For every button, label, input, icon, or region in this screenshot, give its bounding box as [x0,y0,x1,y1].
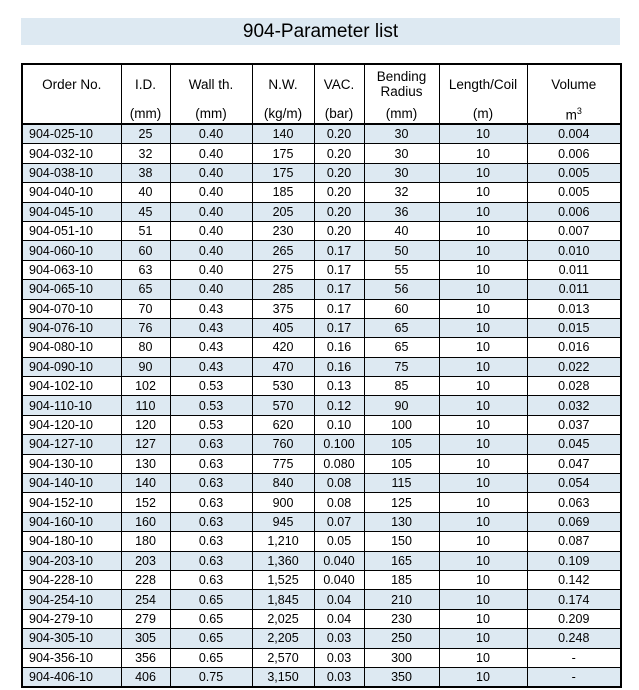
cell-bending-radius: 350 [364,667,439,687]
cell-length-coil: 10 [439,377,527,396]
cell-wall-thickness: 0.63 [170,532,252,551]
cell-volume: 0.045 [527,435,621,454]
cell-nw: 175 [252,163,314,182]
cell-bending-radius: 65 [364,318,439,337]
cell-vac: 0.20 [314,124,364,144]
cell-nw: 175 [252,144,314,163]
cell-bending-radius: 32 [364,183,439,202]
cell-volume: 0.063 [527,493,621,512]
cell-id: 25 [121,124,170,144]
cell-order-no: 904-045-10 [22,202,121,221]
cell-wall-thickness: 0.40 [170,183,252,202]
cell-length-coil: 10 [439,570,527,589]
cell-order-no: 904-279-10 [22,609,121,628]
cell-length-coil: 10 [439,260,527,279]
cell-vac: 0.03 [314,648,364,667]
cell-nw: 1,845 [252,590,314,609]
cell-volume: 0.087 [527,532,621,551]
cell-nw: 900 [252,493,314,512]
cell-bending-radius: 125 [364,493,439,512]
cell-volume: 0.109 [527,551,621,570]
cell-bending-radius: 130 [364,512,439,531]
cell-vac: 0.100 [314,435,364,454]
table-row [22,124,621,144]
cell-nw: 185 [252,183,314,202]
cell-id: 180 [121,532,170,551]
cell-order-no: 904-254-10 [22,590,121,609]
cell-wall-thickness: 0.43 [170,357,252,376]
cell-id: 60 [121,241,170,260]
cell-wall-thickness: 0.63 [170,454,252,473]
cell-order-no: 904-032-10 [22,144,121,163]
cell-wall-thickness: 0.63 [170,474,252,493]
cell-volume: 0.013 [527,299,621,318]
unit-wall-thickness: (mm) [170,103,252,124]
cell-wall-thickness: 0.63 [170,551,252,570]
table-row [22,144,621,163]
cell-length-coil: 10 [439,163,527,182]
cell-bending-radius: 100 [364,415,439,434]
cell-volume: 0.069 [527,512,621,531]
cell-bending-radius: 30 [364,144,439,163]
unit-length-coil: (m) [439,103,527,124]
cell-length-coil: 10 [439,299,527,318]
column-header-volume: Volume [527,64,621,103]
cell-order-no: 904-406-10 [22,667,121,687]
cell-id: 305 [121,629,170,648]
cell-wall-thickness: 0.53 [170,415,252,434]
table-row [22,590,621,609]
cell-length-coil: 10 [439,357,527,376]
cell-volume: 0.022 [527,357,621,376]
cell-order-no: 904-102-10 [22,377,121,396]
cell-volume: 0.004 [527,124,621,144]
cell-volume: 0.054 [527,474,621,493]
cell-nw: 205 [252,202,314,221]
cell-nw: 2,570 [252,648,314,667]
cell-wall-thickness: 0.63 [170,493,252,512]
cell-wall-thickness: 0.40 [170,144,252,163]
cell-length-coil: 10 [439,202,527,221]
cell-length-coil: 10 [439,474,527,493]
cell-order-no: 904-080-10 [22,338,121,357]
cell-volume: 0.006 [527,202,621,221]
cell-vac: 0.040 [314,551,364,570]
cell-vac: 0.040 [314,570,364,589]
cell-volume: 0.209 [527,609,621,628]
cell-order-no: 904-127-10 [22,435,121,454]
cell-volume: 0.142 [527,570,621,589]
cell-length-coil: 10 [439,183,527,202]
cell-id: 110 [121,396,170,415]
cell-bending-radius: 40 [364,221,439,240]
cell-nw: 1,360 [252,551,314,570]
cell-length-coil: 10 [439,241,527,260]
cell-order-no: 904-060-10 [22,241,121,260]
table-row [22,241,621,260]
table-row [22,280,621,299]
cell-wall-thickness: 0.53 [170,396,252,415]
cell-volume: 0.011 [527,280,621,299]
cell-bending-radius: 60 [364,299,439,318]
cell-id: 38 [121,163,170,182]
cell-order-no: 904-090-10 [22,357,121,376]
cell-id: 279 [121,609,170,628]
table-row [22,318,621,337]
page-title: 904-Parameter list [21,18,620,45]
cell-wall-thickness: 0.63 [170,512,252,531]
cell-length-coil: 10 [439,144,527,163]
cell-id: 228 [121,570,170,589]
column-header-bending-radius: Bending Radius [364,64,439,103]
cell-id: 32 [121,144,170,163]
cell-volume: 0.010 [527,241,621,260]
cell-nw: 760 [252,435,314,454]
cell-vac: 0.20 [314,183,364,202]
cell-length-coil: 10 [439,454,527,473]
unit-order-no [22,103,121,124]
unit-vac: (bar) [314,103,364,124]
cell-id: 130 [121,454,170,473]
column-header-order-no: Order No. [22,64,121,103]
cell-bending-radius: 165 [364,551,439,570]
cell-vac: 0.080 [314,454,364,473]
cell-nw: 405 [252,318,314,337]
cell-order-no: 904-025-10 [22,124,121,144]
column-header-nw: N.W. [252,64,314,103]
cell-wall-thickness: 0.65 [170,590,252,609]
table-body [22,124,621,687]
table-row [22,163,621,182]
cell-order-no: 904-065-10 [22,280,121,299]
cell-bending-radius: 115 [364,474,439,493]
cell-id: 80 [121,338,170,357]
cell-order-no: 904-063-10 [22,260,121,279]
cell-volume: 0.005 [527,163,621,182]
cell-volume: 0.174 [527,590,621,609]
cell-length-coil: 10 [439,648,527,667]
cell-id: 63 [121,260,170,279]
cell-wall-thickness: 0.40 [170,241,252,260]
table-row [22,512,621,531]
cell-volume: 0.037 [527,415,621,434]
table-row [22,221,621,240]
table-row [22,454,621,473]
table-row [22,493,621,512]
cell-nw: 530 [252,377,314,396]
table-row [22,202,621,221]
cell-vac: 0.17 [314,280,364,299]
cell-nw: 1,210 [252,532,314,551]
cell-wall-thickness: 0.43 [170,338,252,357]
table-row [22,551,621,570]
table-row [22,532,621,551]
cell-length-coil: 10 [439,493,527,512]
table-row [22,299,621,318]
cell-vac: 0.04 [314,609,364,628]
cell-wall-thickness: 0.65 [170,629,252,648]
cell-vac: 0.07 [314,512,364,531]
column-header-id: I.D. [121,64,170,103]
cell-length-coil: 10 [439,532,527,551]
cell-volume: 0.007 [527,221,621,240]
unit-row [22,103,621,124]
cell-wall-thickness: 0.75 [170,667,252,687]
unit-id: (mm) [121,103,170,124]
cell-nw: 2,205 [252,629,314,648]
parameter-table [21,63,622,688]
cell-vac: 0.08 [314,493,364,512]
cell-vac: 0.13 [314,377,364,396]
cell-bending-radius: 85 [364,377,439,396]
cell-vac: 0.10 [314,415,364,434]
cell-id: 120 [121,415,170,434]
table-row [22,570,621,589]
cell-vac: 0.12 [314,396,364,415]
cell-nw: 3,150 [252,667,314,687]
cell-order-no: 904-160-10 [22,512,121,531]
cell-wall-thickness: 0.65 [170,648,252,667]
cell-volume: - [527,667,621,687]
cell-vac: 0.17 [314,260,364,279]
cell-id: 406 [121,667,170,687]
cell-vac: 0.04 [314,590,364,609]
cell-wall-thickness: 0.40 [170,260,252,279]
table-row [22,629,621,648]
cell-length-coil: 10 [439,512,527,531]
cell-id: 70 [121,299,170,318]
cell-wall-thickness: 0.43 [170,299,252,318]
cell-wall-thickness: 0.63 [170,435,252,454]
cell-length-coil: 10 [439,551,527,570]
table-row [22,183,621,202]
table-row [22,260,621,279]
cell-volume: 0.011 [527,260,621,279]
cell-nw: 570 [252,396,314,415]
cell-nw: 775 [252,454,314,473]
cell-order-no: 904-203-10 [22,551,121,570]
cell-vac: 0.16 [314,338,364,357]
cell-length-coil: 10 [439,318,527,337]
table-row [22,377,621,396]
cell-id: 203 [121,551,170,570]
cell-order-no: 904-228-10 [22,570,121,589]
cell-order-no: 904-110-10 [22,396,121,415]
cell-vac: 0.17 [314,241,364,260]
cell-length-coil: 10 [439,338,527,357]
cell-vac: 0.16 [314,357,364,376]
cell-wall-thickness: 0.65 [170,609,252,628]
cell-bending-radius: 210 [364,590,439,609]
cell-id: 140 [121,474,170,493]
cell-bending-radius: 56 [364,280,439,299]
cell-length-coil: 10 [439,609,527,628]
cell-id: 356 [121,648,170,667]
table-row [22,338,621,357]
cell-id: 45 [121,202,170,221]
cell-order-no: 904-305-10 [22,629,121,648]
table-row [22,648,621,667]
table-row [22,396,621,415]
cell-bending-radius: 36 [364,202,439,221]
cell-wall-thickness: 0.40 [170,124,252,144]
cell-order-no: 904-040-10 [22,183,121,202]
cell-wall-thickness: 0.40 [170,163,252,182]
cell-nw: 420 [252,338,314,357]
cell-nw: 945 [252,512,314,531]
cell-bending-radius: 300 [364,648,439,667]
cell-vac: 0.17 [314,299,364,318]
cell-bending-radius: 30 [364,124,439,144]
cell-order-no: 904-070-10 [22,299,121,318]
cell-bending-radius: 30 [364,163,439,182]
column-header-length-coil: Length/Coil [439,64,527,103]
cell-wall-thickness: 0.40 [170,221,252,240]
cell-volume: - [527,648,621,667]
cell-length-coil: 10 [439,415,527,434]
table-row [22,415,621,434]
table-row [22,435,621,454]
cell-nw: 470 [252,357,314,376]
cell-length-coil: 10 [439,221,527,240]
cell-id: 160 [121,512,170,531]
cell-bending-radius: 185 [364,570,439,589]
cell-length-coil: 10 [439,124,527,144]
cell-bending-radius: 230 [364,609,439,628]
cell-wall-thickness: 0.43 [170,318,252,337]
cell-bending-radius: 105 [364,454,439,473]
cell-nw: 375 [252,299,314,318]
cell-wall-thickness: 0.63 [170,570,252,589]
cell-order-no: 904-038-10 [22,163,121,182]
cell-order-no: 904-120-10 [22,415,121,434]
cell-nw: 1,525 [252,570,314,589]
cell-id: 51 [121,221,170,240]
unit-nw: (kg/m) [252,103,314,124]
cell-nw: 620 [252,415,314,434]
table-row [22,474,621,493]
cell-bending-radius: 90 [364,396,439,415]
cell-bending-radius: 50 [364,241,439,260]
cell-length-coil: 10 [439,667,527,687]
cell-bending-radius: 105 [364,435,439,454]
cell-vac: 0.20 [314,144,364,163]
table-row [22,667,621,687]
cell-volume: 0.047 [527,454,621,473]
cell-vac: 0.17 [314,318,364,337]
cell-id: 127 [121,435,170,454]
column-header-wall-thickness: Wall th. [170,64,252,103]
header-row [22,64,621,103]
cell-bending-radius: 75 [364,357,439,376]
cell-vac: 0.20 [314,202,364,221]
cell-bending-radius: 250 [364,629,439,648]
unit-bending-radius: (mm) [364,103,439,124]
cell-volume: 0.006 [527,144,621,163]
cell-id: 102 [121,377,170,396]
unit-volume: $m^3$ [527,103,621,124]
cell-volume: 0.016 [527,338,621,357]
cell-length-coil: 10 [439,396,527,415]
cell-nw: 285 [252,280,314,299]
cell-length-coil: 10 [439,435,527,454]
cell-length-coil: 10 [439,590,527,609]
cell-length-coil: 10 [439,629,527,648]
cell-vac: 0.20 [314,163,364,182]
cell-vac: 0.20 [314,221,364,240]
cell-vac: 0.08 [314,474,364,493]
cell-volume: 0.015 [527,318,621,337]
cell-volume: 0.005 [527,183,621,202]
cell-nw: 230 [252,221,314,240]
cell-nw: 2,025 [252,609,314,628]
cell-id: 152 [121,493,170,512]
cell-vac: 0.03 [314,629,364,648]
unit-volume-superscript: 3 [576,105,582,116]
cell-length-coil: 10 [439,280,527,299]
table-row [22,357,621,376]
cell-volume: 0.032 [527,396,621,415]
column-header-vac: VAC. [314,64,364,103]
cell-id: 40 [121,183,170,202]
cell-id: 65 [121,280,170,299]
cell-volume: 0.028 [527,377,621,396]
cell-nw: 275 [252,260,314,279]
cell-nw: 140 [252,124,314,144]
cell-order-no: 904-180-10 [22,532,121,551]
cell-id: 90 [121,357,170,376]
cell-order-no: 904-152-10 [22,493,121,512]
cell-order-no: 904-356-10 [22,648,121,667]
cell-bending-radius: 150 [364,532,439,551]
cell-wall-thickness: 0.40 [170,280,252,299]
cell-order-no: 904-130-10 [22,454,121,473]
cell-vac: 0.03 [314,667,364,687]
cell-id: 254 [121,590,170,609]
cell-wall-thickness: 0.40 [170,202,252,221]
cell-bending-radius: 55 [364,260,439,279]
cell-id: 76 [121,318,170,337]
cell-vac: 0.05 [314,532,364,551]
cell-order-no: 904-051-10 [22,221,121,240]
cell-order-no: 904-140-10 [22,474,121,493]
table-row [22,609,621,628]
cell-order-no: 904-076-10 [22,318,121,337]
cell-wall-thickness: 0.53 [170,377,252,396]
cell-nw: 840 [252,474,314,493]
cell-volume: 0.248 [527,629,621,648]
cell-nw: 265 [252,241,314,260]
cell-bending-radius: 65 [364,338,439,357]
